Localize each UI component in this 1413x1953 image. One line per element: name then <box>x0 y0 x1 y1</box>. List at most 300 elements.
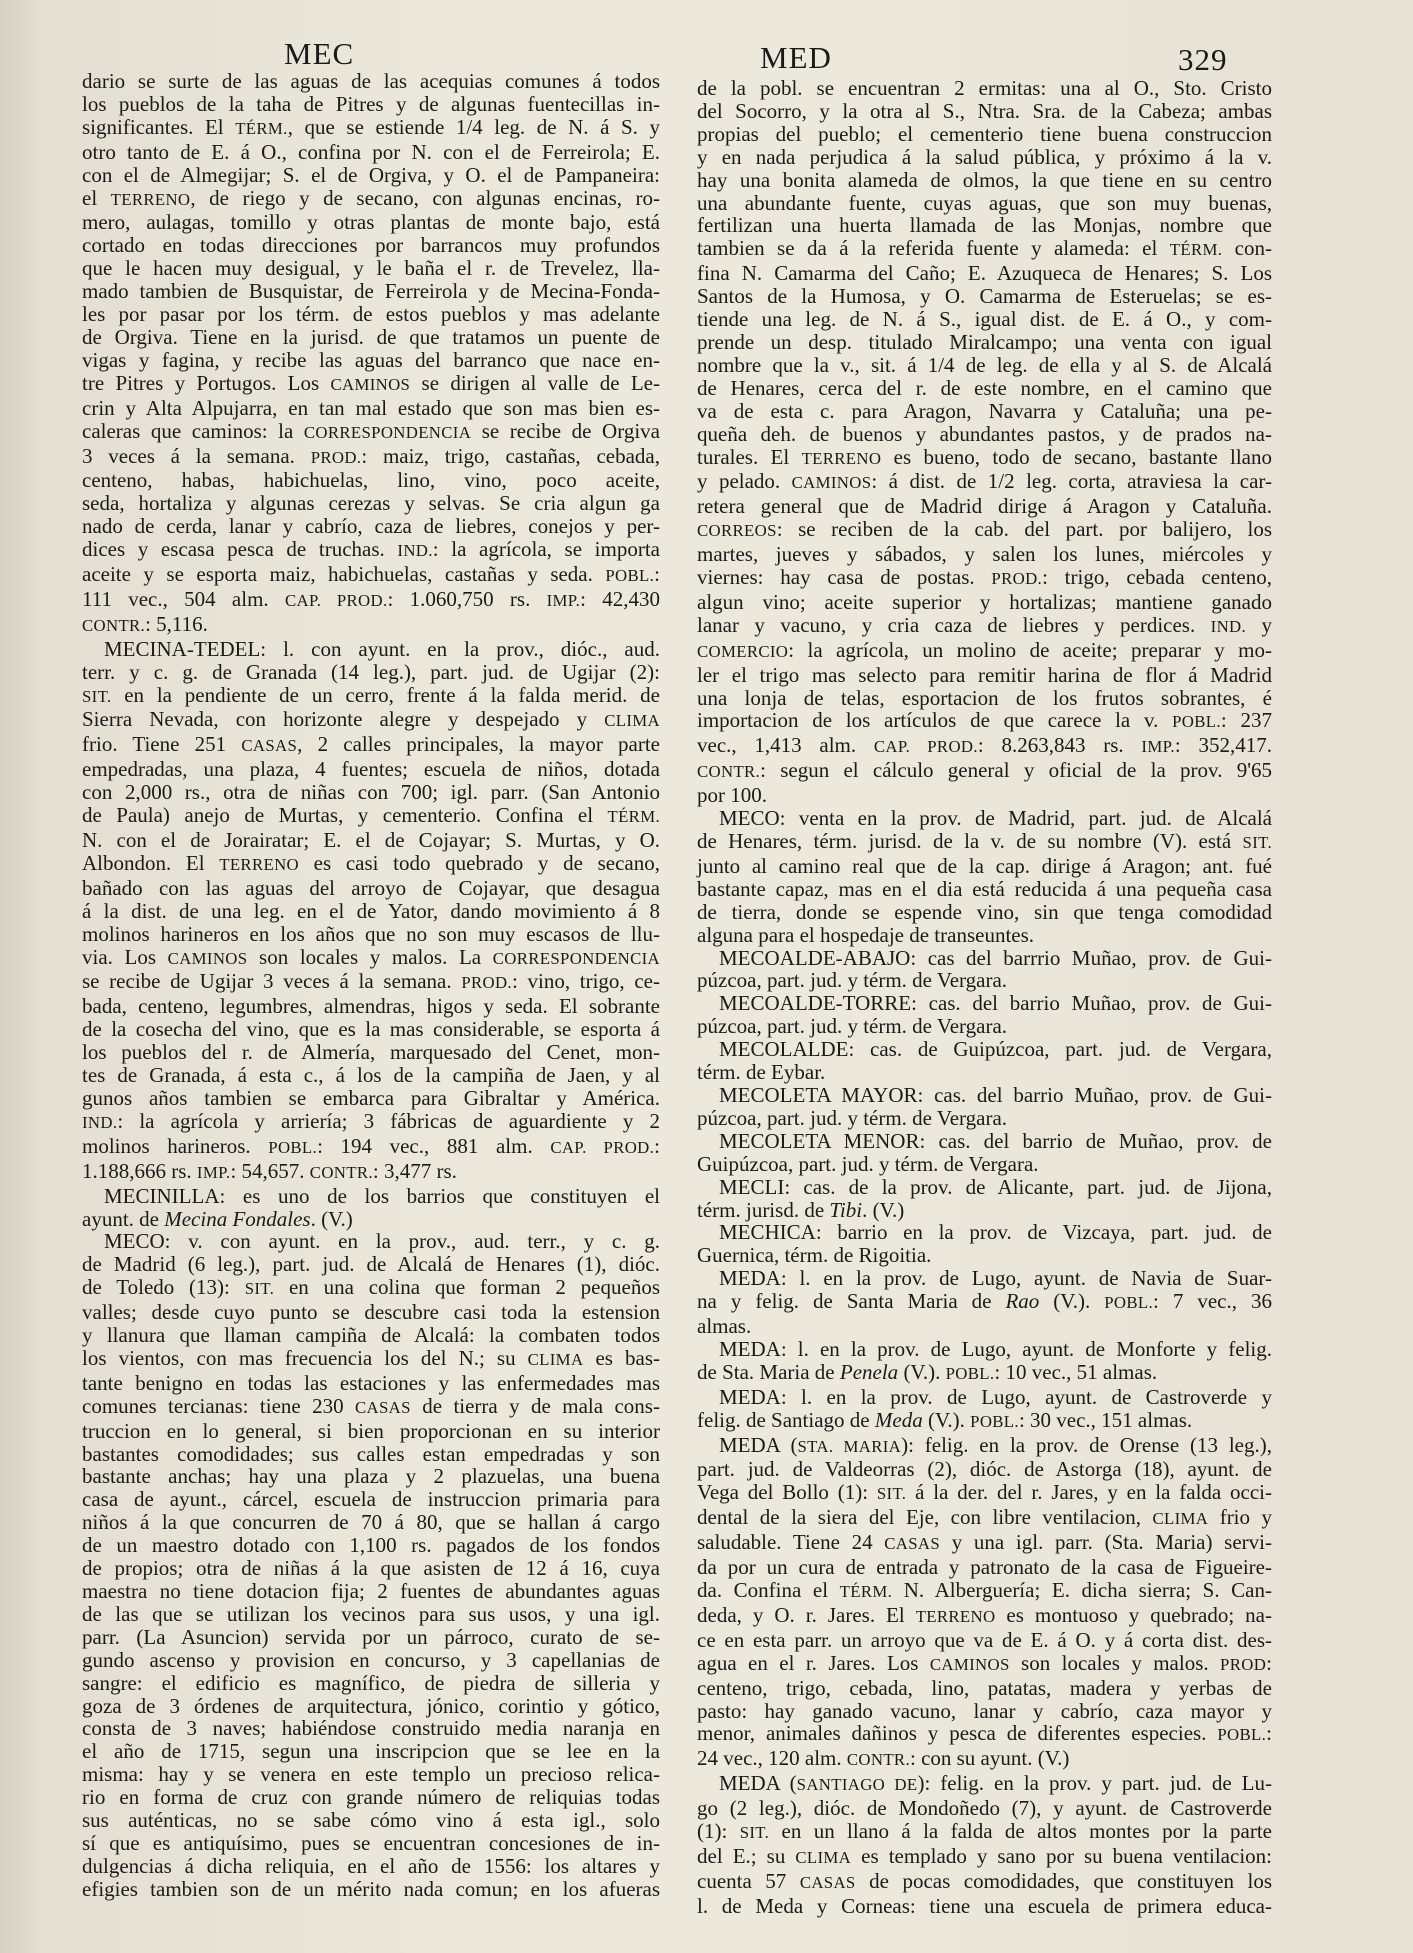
small-caps-term: CONTR. <box>309 1162 373 1182</box>
text-run: via. Los <box>82 944 168 969</box>
text-line: bastantes comodidades; sus calles estan empedradas y son <box>82 1441 660 1466</box>
text-run: es montuoso y quebrado; na- <box>995 1602 1272 1627</box>
small-caps-term: CASAS <box>355 1397 411 1417</box>
small-caps-term: CONTR. <box>82 615 146 635</box>
text-line: con 2,000 rs., otra de niñas con 700; igl. parr. (San Antonio <box>82 780 660 805</box>
text-line: seda, hortaliza y algunas cerezas y selvas. Se cria algun ga <box>82 491 660 516</box>
text-run: : la agrícola y arriería; 3 fábricas de aguardiente y 2 <box>117 1108 660 1133</box>
right-column <box>697 76 1273 1918</box>
text-line: MECOLALDE: cas. de Guipúzcoa, part. jud. de Vergara, <box>719 1037 1272 1062</box>
text-line: les por pasar por los térm. de estos pueblos y mas adelante <box>82 302 660 327</box>
text-run: : segun el cálculo general y oficial de la prov. 9'65 <box>760 758 1272 783</box>
text-line <box>697 518 1272 543</box>
small-caps-term: SIT. <box>82 686 112 706</box>
text-line: tante benigno en todas las estaciones y las enfermedades mas <box>82 1370 660 1395</box>
text-line: retera general que de Madrid dirige á Aragon y Cataluña. <box>697 494 1272 519</box>
text-run: se recibe de Ugijar 3 veces á la semana. <box>82 969 462 994</box>
text-line: algun vino; aceite superior y hortalizas; mantiene ganado <box>697 589 1272 614</box>
text-line: gunos años tambien se embarca para Gibraltar y América. <box>82 1085 660 1110</box>
running-head-right: MED <box>760 40 832 75</box>
text-line: Guernica, térm. de Rigoitia. <box>697 1243 932 1268</box>
text-run: , de riego y de secano, con algunas encinas, ro- <box>190 185 660 210</box>
text-run: : á dist. de 1/2 leg. corta, atraviesa la car- <box>871 469 1272 494</box>
text-line <box>82 733 660 758</box>
text-run: N. Alberguería; E. dicha sierra; S. Can- <box>892 1578 1272 1602</box>
small-caps-term: COMERCIO <box>697 641 789 661</box>
entry-continuation <box>697 77 1272 807</box>
text-line <box>82 420 660 445</box>
text-line <box>82 804 660 829</box>
text-run: : 7 vec., 36 <box>1153 1289 1272 1314</box>
small-caps-term: POBL. <box>1104 1293 1154 1313</box>
text-run: caleras que caminos: la <box>82 418 304 443</box>
text-run: : con su ayunt. (V.) <box>909 1746 1070 1771</box>
text-run: , 2 calles principales, la mayor parte <box>297 732 660 757</box>
text-run: : la agrícola, un molino de aceite; preparar y mo- <box>788 637 1272 662</box>
small-caps-term: IND. <box>397 541 433 561</box>
text-run: felig. de Santiago de <box>697 1407 875 1432</box>
text-line <box>82 1208 660 1231</box>
text-line <box>697 1722 1272 1747</box>
text-line: otro tanto de E. á O., confina por N. con el de Ferreirola; E. <box>82 139 660 164</box>
text-line: MECHICA: barrio en la prov. de Vizcaya, part. jud. de <box>719 1220 1272 1245</box>
text-line: de Orgiva. Tiene en la jurisd. de que tratamos un puente de <box>82 324 660 349</box>
small-caps-term: CAMINOS <box>167 948 248 968</box>
text-line: casa de ayunt., cárcel, escuela de instruccion primaria para <box>82 1487 660 1512</box>
text-run: : 54,657. <box>230 1158 310 1183</box>
text-line: MECINA-TEDEL: l. con ayunt. en la prov., dióc., aud. <box>104 636 660 661</box>
text-run: (V.). <box>898 1359 946 1384</box>
text-run: : maiz, trigo, castañas, cebada, <box>361 443 660 468</box>
small-caps-term: IND. <box>82 1112 118 1132</box>
text-run: tambien se da á la referida fuente y alameda: el <box>697 236 1170 261</box>
small-caps-term: CAMINOS <box>929 1654 1010 1674</box>
text-line: parr. (La Asuncion) servida por un párroco, curato de se- <box>82 1624 660 1649</box>
text-line: MECLI: cas. de la prov. de Alicante, part. jud. de Jijona, <box>719 1174 1272 1199</box>
text-line: gundo ascenso y provision en concurso, y 3 capellanias de <box>82 1647 660 1672</box>
text-run: se dirigen al valle de Le- <box>410 370 660 395</box>
text-run: : 5,116. <box>145 611 208 636</box>
small-caps-term: TERRENO <box>915 1606 996 1626</box>
dictionary-entry <box>697 1267 1272 1338</box>
text-line <box>697 1652 1272 1677</box>
text-run: cuenta 57 <box>697 1868 800 1893</box>
text-line: de un maestro dotado con 1,100 rs. pagados de los fondos <box>82 1533 660 1558</box>
text-line: los pueblos de la taha de Pitres y de algunas fuentecillas in- <box>82 91 660 116</box>
small-caps-term: IMP. <box>1141 737 1175 757</box>
text-line: MEDA: l. en la prov. de Lugo, ayunt. de Navia de Suar- <box>719 1266 1272 1291</box>
text-run: comunes tercianas: tiene 230 <box>82 1393 356 1418</box>
text-run: agua en el r. Jares. Los <box>697 1650 930 1675</box>
italic-reference: Rao <box>1005 1289 1040 1314</box>
small-caps-term: IND. <box>1210 616 1247 636</box>
text-line: misma: hay y se venera en este templo un precioso relica- <box>82 1762 660 1787</box>
text-line <box>82 684 660 709</box>
text-run: MEDA ( <box>719 1432 798 1457</box>
running-head-left: MEC <box>284 36 355 71</box>
text-run: (V.). <box>1039 1289 1105 1314</box>
text-run: significantes. El <box>82 114 236 139</box>
small-caps-term: STA. MARIA <box>797 1436 902 1456</box>
dictionary-entry <box>697 947 1272 993</box>
small-caps-term: PROD. <box>991 569 1043 589</box>
text-line <box>697 1506 1272 1531</box>
text-run: son locales y malos. La <box>247 944 493 969</box>
text-line: centeno, habas, habichuelas, lino, vino, poco aceite, <box>82 468 660 493</box>
text-run: 111 vec., 504 alm. <box>82 586 285 611</box>
text-line: Guipúzcoa, part. jud. y térm. de Vergara. <box>697 1151 1039 1176</box>
small-caps-term: IMP. <box>196 1162 231 1182</box>
small-caps-term: TÉRM. <box>235 118 288 138</box>
small-caps-term: SIT. <box>1242 833 1272 852</box>
text-line: de Henares, cerca del r. de este nombre, en el camino que <box>697 375 1272 400</box>
dictionary-entry <box>697 1434 1272 1773</box>
dictionary-entry <box>697 992 1272 1038</box>
text-line: MECO: v. con ayunt. en la prov., aud. terr., y c. g. <box>104 1229 660 1254</box>
text-run: de pocas comodidades, que constituyen los <box>855 1868 1273 1893</box>
text-line: de la pobl. se encuentran 2 ermitas: una al O., Sto. Cristo <box>697 76 1272 100</box>
small-caps-term: PROD <box>1220 1654 1267 1674</box>
text-line: propias del pueblo; el cementerio tiene buena construccion <box>697 121 1272 146</box>
text-line <box>697 759 1272 784</box>
text-run: : se reciben de la cab. del part. por balijero, los <box>776 517 1272 542</box>
text-line: púzcoa, part. jud. y térm. de Vergara. <box>697 1014 1008 1039</box>
text-line: una abundante fuente, cuyas aguas, que son muy buenas, <box>697 190 1272 215</box>
text-run: de Paula) anejo de Murtas, y cementerio. Confina el <box>82 803 608 828</box>
text-line <box>697 1531 1272 1556</box>
text-line <box>82 970 660 995</box>
text-run: en un llano á la falda de altos montes por la parte <box>769 1819 1272 1844</box>
text-line: á la dist. de una leg. en el de Yator, dando movimiento á 8 <box>82 898 660 923</box>
text-line: de las que se utilizan los vecinos para sus usos, y una igl. <box>82 1601 660 1626</box>
text-line: molinos harineros en los años que no son muy escasos de llu- <box>82 921 660 946</box>
text-line: cortado en todas direcciones por barrancos muy profundos <box>82 233 660 258</box>
small-caps-term: SIT. <box>876 1484 907 1504</box>
text-line <box>697 830 1272 855</box>
dictionary-entry <box>697 807 1272 946</box>
text-run: : vino, trigo, ce- <box>511 969 660 994</box>
text-line: púzcoa, part. jud. y térm. de Vergara. <box>697 1105 1008 1130</box>
text-line: MECOALDE-ABAJO: cas del barrrio Muñao, prov. de Gui- <box>719 945 1272 970</box>
text-line: dario se surte de las aguas de las acequias comunes á todos <box>82 69 660 93</box>
small-caps-term: IMP. <box>546 590 581 610</box>
small-caps-term: TÉRM. <box>839 1582 893 1601</box>
text-line: mero, aulagas, tomillo y otras plantas de monte bajo, está <box>82 210 660 235</box>
text-line <box>697 1845 1272 1870</box>
text-line: de propios; otra de niñas á la que asisten de 12 á 16, cuya <box>82 1556 660 1581</box>
text-line: ce en esta parr. un arroyo que va de E. á O. y á corta dist. des- <box>697 1627 1272 1652</box>
text-run: ayunt. de <box>82 1206 165 1231</box>
text-run: : 194 vec., 881 alm. <box>317 1133 551 1158</box>
small-caps-term: POBL. <box>945 1363 995 1383</box>
text-line <box>697 614 1272 639</box>
text-line: go (2 leg.), dióc. de Mondoñedo (7), y ayunt. de Castroverde <box>697 1796 1272 1821</box>
text-line: sus auténticas, no se sabe cómo vino á esta igl., solo <box>82 1808 660 1833</box>
text-line <box>82 372 660 397</box>
text-run: dental de la siera del Eje, con libre ventilacion, <box>697 1505 1153 1530</box>
text-line: fertilizan una huerta llamada de las Monjas, nombre que <box>697 213 1272 238</box>
text-run: da. Confina el <box>697 1578 840 1602</box>
text-line <box>697 1199 1272 1222</box>
italic-reference: Meda <box>874 1407 923 1432</box>
text-run: deda, y O. r. Jares. El <box>697 1602 916 1627</box>
left-column <box>82 69 661 1901</box>
text-run: dices y escasa pesca de truchas. <box>82 537 398 562</box>
text-run: saludable. Tiene 24 <box>697 1530 885 1555</box>
text-line <box>82 1135 660 1160</box>
text-run: tre Pitres y Portugos. Los <box>82 370 331 395</box>
text-run: de Toledo (13): <box>82 1275 245 1300</box>
small-caps-term: TERRENO <box>219 854 299 874</box>
text-line: MECOLETA MAYOR: cas. del barrio Muñao, prov. de Gui- <box>719 1082 1272 1107</box>
text-run: es templado y sano por su buena ventilacion: <box>851 1843 1272 1868</box>
dictionary-entry <box>697 1130 1272 1176</box>
small-caps-term: TERRENO <box>801 448 882 468</box>
text-run: (V.). <box>922 1407 971 1432</box>
text-run: son locales y malos. <box>1009 1650 1221 1675</box>
text-line <box>697 566 1272 591</box>
text-line: hay una bonita alameda de olmos, la que tiene en su centro <box>697 167 1272 192</box>
text-run: viernes: hay casa de postas. <box>697 565 992 590</box>
text-line: y llanura que llaman campiña de Alcalá: la combaten todos <box>82 1323 660 1348</box>
text-line: de la cosecha del vino, que es la mas considerable, se esporta á <box>82 1017 660 1042</box>
text-line <box>697 1579 1272 1604</box>
text-line: MECOALDE-TORRE: cas. del barrio Muñao, prov. de Gui- <box>719 991 1272 1016</box>
text-line: centeno, trigo, cebada, lino, patatas, madera y yerbas de <box>697 1675 1272 1700</box>
small-caps-term: CLIMA <box>604 711 660 731</box>
text-line <box>82 946 660 971</box>
small-caps-term: CLIMA <box>1152 1509 1209 1529</box>
text-line: sangre: el edificio es magnífico, de piedra de silleria y <box>82 1670 660 1695</box>
small-caps-term: TERRENO <box>110 189 191 209</box>
small-caps-term: CORRESPONDENCIA <box>303 422 472 442</box>
dictionary-entry <box>697 1386 1272 1434</box>
text-line: y en nada perjudica á la salud pública, y próximo á la v. <box>697 144 1272 169</box>
text-run: de Sta. Maria de <box>697 1359 840 1384</box>
text-line <box>697 1604 1272 1629</box>
text-run: : <box>1266 1650 1272 1675</box>
text-line: MECINILLA: es uno de los barrios que constituyen el <box>104 1183 660 1208</box>
text-run: se recibe de Orgiva <box>471 418 660 443</box>
text-line: los pueblos del r. de Almería, marquesado del Cenet, mon- <box>82 1040 660 1065</box>
text-run: : 30 vec., 151 almas. <box>1018 1407 1193 1432</box>
text-line <box>82 1110 660 1135</box>
text-run: el <box>82 185 111 210</box>
small-caps-term: POBL. <box>970 1411 1019 1431</box>
text-line <box>697 470 1272 495</box>
text-run: es bas- <box>583 1345 661 1370</box>
text-run: menor, animales dañinos y pesca de diferentes especies. <box>697 1721 1218 1746</box>
italic-reference: Tibi <box>829 1197 863 1222</box>
text-line <box>697 1870 1272 1895</box>
text-run: térm. jurisd. de <box>697 1197 830 1222</box>
text-line: nombre que la v., sit. á 1/4 de leg. de ella y al S. de Alcalá <box>697 352 1272 377</box>
text-line <box>82 1395 660 1420</box>
text-run: na y felig. de Santa Maria de <box>697 1289 1006 1314</box>
small-caps-term: CONTR. <box>846 1750 910 1770</box>
text-line: rio en forma de cruz con grande número de reliquias todas <box>82 1785 660 1810</box>
dictionary-entry <box>697 1772 1272 1917</box>
text-run: del E.; su <box>697 1843 796 1868</box>
text-line: mado tambien de Busquistar, de Ferreirola y de Mecina-Fonda- <box>82 279 660 304</box>
text-line: púzcoa, part. jud. y térm. de Vergara. <box>697 968 1008 993</box>
text-run: Vega del Bollo (1): <box>697 1480 877 1505</box>
text-line <box>82 613 660 638</box>
small-caps-term: PROD. <box>310 447 362 467</box>
text-line: bada, centeno, legumbres, almendras, higos y seda. El sobrante <box>82 994 660 1019</box>
text-line <box>697 1434 1272 1459</box>
text-line: tiende una leg. de N. á S., igual dist. de E. á O., y com- <box>697 307 1272 332</box>
text-line <box>697 639 1272 664</box>
text-line: fina N. Camarma del Caño; E. Azuqueca de Henares; S. Los <box>697 261 1272 286</box>
small-caps-term: PROD. <box>461 973 512 993</box>
text-run: 1.188,666 rs. <box>82 1158 197 1183</box>
text-run: : <box>1266 1721 1272 1746</box>
text-line <box>82 538 660 563</box>
text-run: 3 veces á la semana. <box>82 443 311 468</box>
small-caps-term: SANTIAGO DE <box>796 1775 918 1795</box>
text-line: niños á la que concurren de 70 á 80, que se hallan á cargo <box>82 1510 660 1535</box>
small-caps-term: CAP. PROD. <box>550 1137 655 1157</box>
text-run: aceite y se esporta maiz, habichuelas, castañas y seda. <box>82 562 606 587</box>
text-line: MEDA: l. en la prov. de Lugo, ayunt. de Castroverde y <box>719 1384 1272 1409</box>
text-run: : 237 <box>1220 708 1272 733</box>
text-run: en la pendiente de un cerro, frente á la falda merid. de <box>111 682 660 707</box>
text-run: : 3,477 rs. <box>372 1158 457 1183</box>
small-caps-term: CASAS <box>241 736 298 756</box>
text-line: l. de Meda y Corneas: tiene una escuela de primera educa- <box>697 1893 1272 1918</box>
text-run: vec., 1,413 alm. <box>697 733 874 758</box>
text-line: que le hacen muy desigual, y le baña el r. de Trevelez, lla- <box>82 256 660 281</box>
text-line: terr. y c. g. de Granada (14 leg.), part. jud. de Ugijar (2): <box>82 659 660 684</box>
text-line <box>697 734 1272 759</box>
small-caps-term: POBL. <box>1172 712 1221 732</box>
text-line <box>82 1276 660 1301</box>
text-line: por 100. <box>697 783 767 808</box>
text-line: el año de 1715, segun una inscripcion que se lee en la <box>82 1739 660 1764</box>
text-line: nado de cerda, lanar y cabrío, caza de liebres, conejos y per- <box>82 514 660 539</box>
text-line <box>697 1747 1272 1772</box>
text-run: ): felig. en la prov. y part. jud. de Lu- <box>917 1771 1272 1796</box>
text-run: á la der. del r. Jares, y en la falda occi- <box>906 1480 1273 1505</box>
text-line: dulgencias á dicha reliquia, en el año de 1556: los altares y <box>82 1853 660 1878</box>
text-line: goza de 3 órdenes de arquitectura, jónico, corintio y gótico, <box>82 1693 660 1718</box>
small-caps-term: CLIMA <box>527 1349 584 1369</box>
text-line: almas. <box>697 1314 752 1339</box>
text-line <box>82 563 660 588</box>
text-run: MEDA ( <box>719 1771 797 1796</box>
italic-reference: Mecina Fondales <box>164 1206 311 1231</box>
text-line <box>697 1820 1272 1845</box>
text-line: truccion en lo general, si bien proporcionan en su interior <box>82 1418 660 1443</box>
text-run: : 42,430 <box>580 586 661 611</box>
text-run: de Henares, térm. jurisd. de la v. de su nombre (V). está <box>697 829 1243 853</box>
small-caps-term: POBL. <box>605 566 655 586</box>
text-line <box>697 1481 1272 1506</box>
text-line: del Socorro, y la otra al S., Ntra. Sra. de la Cabeza; ambas <box>697 98 1272 123</box>
small-caps-term: POBL. <box>1217 1725 1267 1745</box>
small-caps-term: SIT. <box>244 1279 275 1299</box>
small-caps-term: CONTR. <box>697 762 761 782</box>
small-caps-term: CAMINOS <box>791 473 872 493</box>
text-line <box>697 709 1272 734</box>
text-line <box>697 1361 1272 1386</box>
text-run: . (V.) <box>862 1197 905 1222</box>
text-line: valles; desde cuyo punto se descubre casi toda la estension <box>82 1300 660 1325</box>
text-run: molinos harineros. <box>82 1133 269 1158</box>
text-line <box>82 1160 660 1185</box>
text-line <box>697 1290 1272 1315</box>
dictionary-entry <box>82 1185 660 1231</box>
dictionary-entry <box>82 1230 660 1900</box>
text-line <box>82 1347 660 1372</box>
text-run: : <box>654 562 660 587</box>
small-caps-term: CASAS <box>884 1534 941 1554</box>
text-line: bañado con las aguas del arroyo de Cojayar, que desagua <box>82 875 660 900</box>
text-run: frio. Tiene 251 <box>82 732 242 757</box>
text-run: : 8.263,843 rs. <box>977 733 1142 758</box>
italic-reference: Penela <box>839 1359 899 1384</box>
text-run: lanar y vacuno, y cria caza de liebres y perdices. <box>697 612 1211 637</box>
text-run: 24 vec., 120 alm. <box>697 1746 847 1771</box>
text-run: : 10 vec., 51 almas. <box>994 1359 1158 1384</box>
dictionary-entry <box>697 1084 1272 1130</box>
text-line: maestra no tiene dotacion fija; 2 fuentes de abundantes aguas <box>82 1579 660 1603</box>
text-line: consta de 3 naves; habiéndose construido media naranja en <box>82 1716 660 1741</box>
text-line <box>697 1772 1272 1797</box>
text-line: térm. de Eybar. <box>697 1060 826 1085</box>
small-caps-term: CAP. PROD. <box>284 590 388 610</box>
text-line: MEDA: l. en la prov. de Lugo, ayunt. de Monforte y felig. <box>719 1336 1272 1361</box>
text-run: Albondon. El <box>82 850 220 875</box>
text-run: Sierra Nevada, con horizonte alegre y despejado y <box>82 707 605 732</box>
text-line: ler el trigo mas selecto para remitir harina de flor á Madrid <box>697 662 1272 687</box>
text-line: vigas y fagina, y recibe las aguas del barranco que nace en- <box>82 347 660 372</box>
text-run: en una colina que forman 2 pequeños <box>274 1275 660 1300</box>
text-run: , que se estiende 1/4 leg. de N. á S. y <box>287 114 660 139</box>
text-line <box>82 445 660 470</box>
small-caps-term: CORRESPONDENCIA <box>492 948 661 968</box>
small-caps-term: CASAS <box>799 1872 856 1892</box>
text-run: de tierra y de mala cons- <box>410 1393 660 1418</box>
text-run: ): felig. en la prov. de Orense (13 leg.), <box>901 1432 1272 1457</box>
text-run: : la agrícola, se importa <box>432 537 660 562</box>
dictionary-entry <box>697 1338 1272 1386</box>
text-line: de tierra, donde se espende vino, sin que tenga comodidad <box>697 899 1272 924</box>
entry-continuation <box>82 70 660 638</box>
text-run: los vientos, con mas frecuencia los del N.; su <box>82 1345 528 1370</box>
text-line <box>697 237 1272 262</box>
dictionary-entry <box>697 1038 1272 1084</box>
small-caps-term: CORREOS <box>697 521 777 541</box>
text-line: pasto: hay ganado vacuno, lanar y cabrío, caza mayor y <box>697 1698 1272 1723</box>
text-line: crin y Alta Alpujarra, en tan mal estado que son mas bien es- <box>82 395 660 420</box>
text-line: queña deh. de buenos y abundantes pastos, y de prados na- <box>697 421 1272 446</box>
text-line: va de esta c. para Aragon, Navarra y Cataluña; una pe- <box>697 398 1272 423</box>
text-line: con el de Almegijar; S. el de Orgiva, y O. el de Pampaneira: <box>82 162 660 187</box>
text-run: es casi todo quebrado y de secano, <box>298 850 660 875</box>
text-run: con- <box>1222 236 1272 261</box>
small-caps-term: SIT. <box>739 1823 770 1843</box>
text-run: turales. El <box>697 444 802 469</box>
text-line: alguna para el hospedaje de transeuntes. <box>697 922 1035 947</box>
text-line: MECO: venta en la prov. de Madrid, part. jud. de Alcalá <box>719 806 1272 831</box>
text-line: una lonja de telas, esportacion de los frutos sobrantes, é <box>697 685 1272 710</box>
text-run: : <box>654 1133 661 1158</box>
dictionary-entry <box>82 638 660 1185</box>
text-run: y una igl. parr. (Sta. Maria) servi- <box>940 1530 1272 1555</box>
small-caps-term: CAP. PROD. <box>873 737 978 757</box>
